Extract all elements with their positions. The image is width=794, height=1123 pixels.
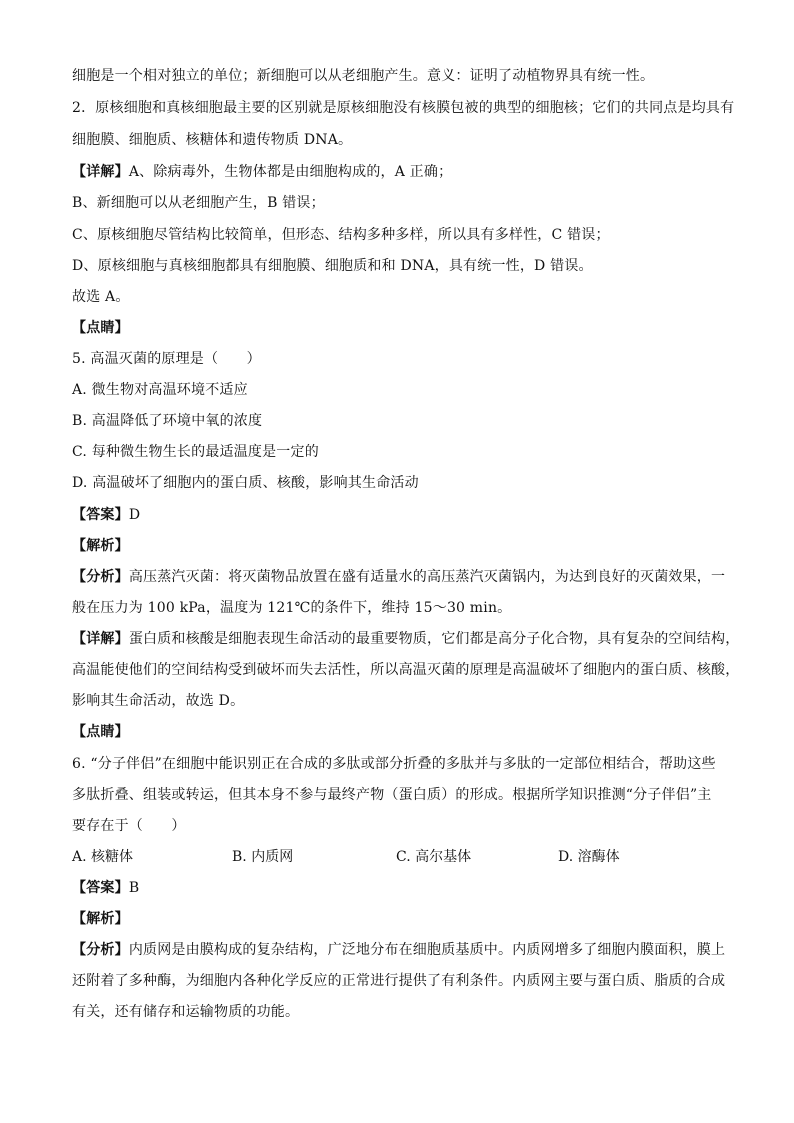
option-line: C. 每种微生物生长的最适温度是一定的 bbox=[72, 444, 319, 460]
text-line: 还附着了多种酶，为细胞内各种化学反应的正常进行提供了有利条件。内质网主要与蛋白质、脂质的合成 bbox=[72, 973, 726, 989]
text-line: B、新细胞可以从老细胞产生，B 错误； bbox=[72, 195, 325, 211]
text-line: D、原核细胞与真核细胞都具有细胞膜、细胞质和和 DNA，具有统一性，D 错误。 bbox=[72, 258, 593, 274]
option-c: C. 高尔基体 bbox=[396, 849, 472, 865]
point-tag: 【点睛】 bbox=[72, 724, 129, 740]
answer-tag: 【答案】 bbox=[72, 880, 129, 896]
option-d: D. 溶酶体 bbox=[558, 849, 620, 865]
analysis-tag: 【解析】 bbox=[72, 911, 129, 927]
option-line: D. 高温破坏了细胞内的蛋白质、核酸，影响其生命活动 bbox=[72, 475, 419, 491]
point-line bbox=[72, 319, 129, 337]
text-line: 多肽折叠、组装或转运，但其本身不参与最终产物（蛋白质）的形成。根据所学知识推测“分子伴侣”主 bbox=[72, 787, 712, 803]
text-line: 2．原核细胞和真核细胞最主要的区别就是原核细胞没有核膜包被的典型的细胞核；它们的共同点是均具有 bbox=[72, 100, 735, 116]
point-tag: 【点睛】 bbox=[72, 320, 129, 336]
text-line: 般在压力为 100 kPa，温度为 121℃的条件下，维持 15～30 min。 bbox=[72, 600, 512, 616]
question-6: 6. “分子伴侣”在细胞中能识别正在合成的多肽或部分折叠的多肽并与多肽的一定部位相结合，帮助这些 bbox=[72, 756, 716, 772]
text-line: 要存在于（ ） bbox=[72, 818, 186, 834]
fenxi-line: 【分析】高压蒸汽灭菌：将灭菌物品放置在盛有适量水的高压蒸汽灭菌锅内，为达到良好的灭菌效果，一 bbox=[72, 569, 726, 585]
text-line: 有关，还有储存和运输物质的功能。 bbox=[72, 1004, 300, 1020]
fenxi-tag: 【分析】 bbox=[72, 942, 129, 958]
answer-tag: 【答案】 bbox=[72, 507, 129, 523]
fenxi-tag: 【分析】 bbox=[72, 569, 129, 585]
text-line: 细胞膜、细胞质、核糖体和遗传物质 DNA。 bbox=[72, 132, 353, 148]
text-line: 高温能使他们的空间结构受到破坏而失去活性，所以高温灭菌的原理是高温破坏了细胞内的蛋白质、核酸， bbox=[72, 662, 740, 678]
text-line: 细胞是一个相对独立的单位；新细胞可以从老细胞产生。意义：证明了动植物界具有统一性。 bbox=[72, 68, 655, 84]
analysis-line bbox=[72, 910, 129, 928]
option-line: A. 微生物对高温环境不适应 bbox=[72, 382, 248, 398]
text-line: 故选 A。 bbox=[72, 289, 130, 305]
answer-line: 【答案】B bbox=[72, 880, 140, 896]
detail-tag: 【详解】 bbox=[72, 164, 129, 180]
question-5: 5. 高温灭菌的原理是（ ） bbox=[72, 351, 261, 367]
option-line: B. 高温降低了环境中氧的浓度 bbox=[72, 413, 263, 429]
analysis-line bbox=[72, 537, 129, 555]
point-line bbox=[72, 723, 129, 741]
text-line: C、原核细胞尽管结构比较简单，但形态、结构多种多样，所以具有多样性，C 错误； bbox=[72, 227, 610, 243]
detail-line: 【详解】A、除病毒外，生物体都是由细胞构成的，A 正确； bbox=[72, 164, 453, 180]
analysis-tag: 【解析】 bbox=[72, 538, 129, 554]
option-b: B. 内质网 bbox=[232, 849, 294, 865]
detail-line: 【详解】蛋白质和核酸是细胞表现生命活动的最重要物质，它们都是高分子化合物，具有复杂的空间结构， bbox=[72, 631, 740, 647]
option-a: A. 核糖体 bbox=[72, 849, 134, 865]
fenxi-line: 【分析】内质网是由膜构成的复杂结构，广泛地分布在细胞质基质中。内质网增多了细胞内膜面积，膜上 bbox=[72, 942, 726, 958]
text-line: 影响其生命活动，故选 D。 bbox=[72, 693, 245, 709]
detail-tag: 【详解】 bbox=[72, 631, 129, 647]
answer-line: 【答案】D bbox=[72, 507, 141, 523]
